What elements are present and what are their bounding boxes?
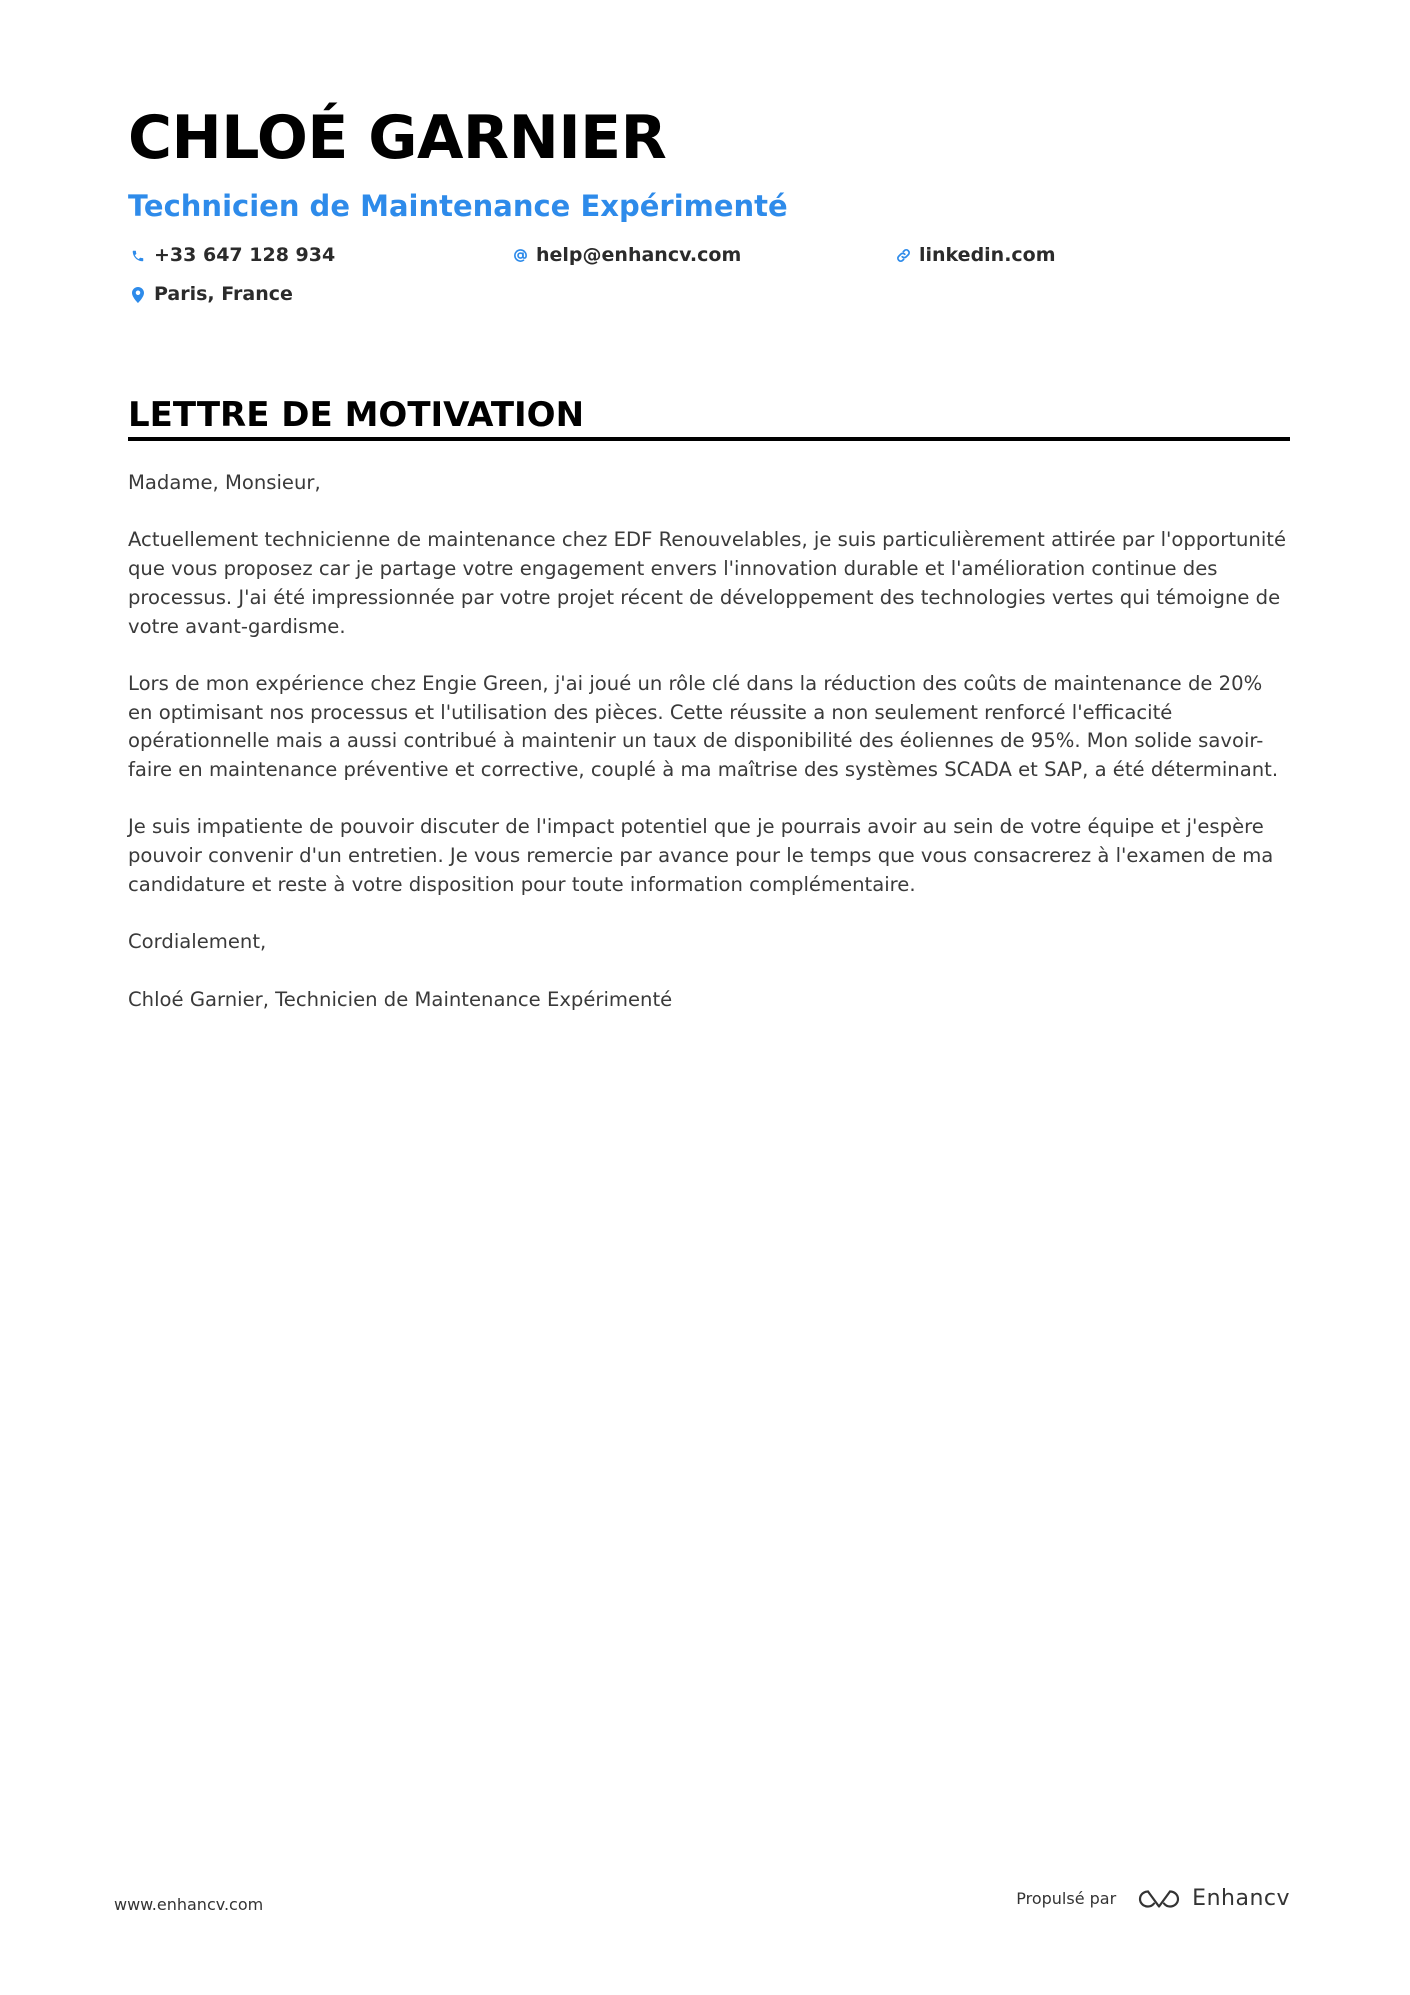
letter-paragraph: Actuellement technicienne de maintenance chez EDF Renouvelables, je suis particulièrement attirée par l'opportunité que vous proposez car je partage votre engagement envers l'innovation durable et l'amélioration continue des processus. J'ai été impressionnée par votre projet récent de développement des technologies vertes qui témoigne de votre avant-gardisme.: [128, 528, 1287, 638]
letter-paragraph: Lors de mon expérience chez Engie Green, j'ai joué un rôle clé dans la réduction des coûts de maintenance de 20% en optimisant nos processus et l'utilisation des pièces. Cette réussite a non seulement renforcé l'efficacité opérationnelle mais a aussi contribué à maintenir un taux de disponibilité des éoliennes de 95%. Mon solide savoir-faire en maintenance préventive et corrective, couplé à ma maîtrise des systèmes SCADA et SAP, a été déterminant.: [128, 671, 1279, 781]
contact-phone-text: +33 647 128 934: [154, 244, 336, 266]
enhancv-logo-icon[interactable]: [1136, 1887, 1182, 1911]
candidate-name: CHLOÉ GARNIER: [128, 103, 667, 173]
link-icon: [895, 247, 911, 265]
letter-paragraph: Je suis impatiente de pouvoir discuter de l'impact potentiel que je pourrais avoir au sein de votre équipe et j'espère pouvoir convenir d'un entretien. Je vous remercie par avance pour le temps que vous consacrerez à l'examen de ma candidature et reste à votre disposition pour toute information complémentaire.: [128, 815, 1274, 896]
location-pin-icon: [130, 286, 146, 304]
contact-email[interactable]: [512, 246, 741, 265]
letter-body: [128, 469, 1290, 1043]
footer-website[interactable]: www.enhancv.com: [114, 1895, 264, 1914]
contact-location-text: Paris, France: [154, 283, 293, 305]
contact-location: [130, 285, 293, 304]
signature: Chloé Garnier, Technicien de Maintenance Expérimenté: [128, 987, 673, 1011]
phone-icon: [130, 247, 146, 265]
salutation: Madame, Monsieur,: [128, 471, 321, 494]
candidate-role: Technicien de Maintenance Expérimenté: [128, 189, 788, 223]
at-icon: [512, 247, 528, 265]
footer-branding: [1016, 1886, 1290, 1911]
contact-email-text[interactable]: help@enhancv.com: [536, 244, 742, 266]
section-divider: [128, 437, 1290, 441]
brand-name[interactable]: Enhancv: [1192, 1886, 1290, 1911]
contact-phone: [130, 246, 335, 265]
contact-linkedin-text[interactable]: linkedin.com: [919, 244, 1056, 266]
section-title: LETTRE DE MOTIVATION: [128, 395, 585, 435]
closing: Cordialement,: [128, 930, 267, 954]
powered-by-label: Propulsé par: [1016, 1889, 1117, 1908]
contact-linkedin[interactable]: [895, 246, 1056, 265]
